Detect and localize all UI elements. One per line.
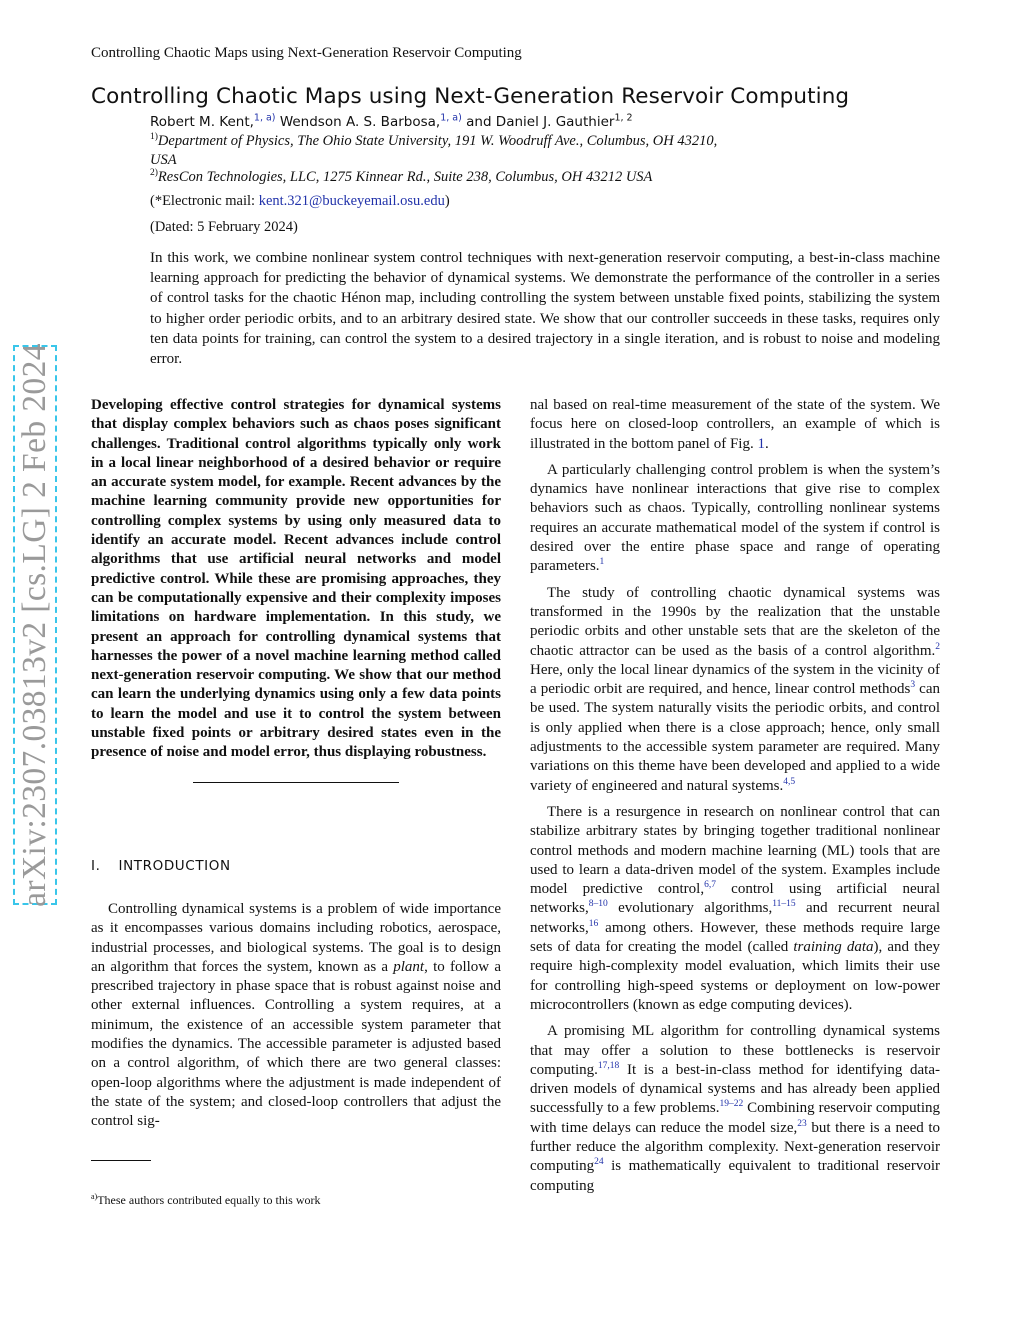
intro-paragraph-1 — [91, 900, 501, 1132]
affiliation-2-mark: 2) — [150, 168, 158, 179]
affiliation-1-line1: Department of Physics, The Ohio State University, 191 W. Woodruff Ave., Columbus, OH 43210, — [157, 133, 718, 149]
citation-2[interactable]: 2 — [935, 641, 940, 652]
training-data-term: training data — [793, 939, 874, 956]
right-p4-text-d: but there is a need to further reduce the algorithm complexity. Next-generation reservoir computing — [530, 1119, 940, 1175]
right-p0-text-b: . — [764, 435, 769, 452]
author-kent-affil[interactable]: 1, a) — [253, 112, 276, 124]
footnote-rule — [91, 1160, 151, 1161]
email-prefix: (*Electronic mail: — [150, 193, 259, 209]
lead-paragraph: Developing effective control strategies for dynamical systems that display complex behaviors such as chaos poses significant challenges. Traditional control algorithms typically only work in a local linear neighborhood of a desired behavior or require an accurate system model, for example. Recent advances by the machine learning community provide new opportunities for controlling complex systems by using only measured data to identify an accurate model. Recent advances include control algorithms that use artificial neural networks and model predictive control. While these are promising approaches, they can be computationally expensive and their complexity imposes limitations on hardware implementation. In this study, we present an approach for controlling dynamical systems that harnesses the power of a novel machine learning method called next-generation reservoir computing. We show that our method can learn the underlying dynamics using only a few data points to learn the model and use it to control the system between unstable fixed points or arbitrary desired states even in the presence of noise and model error, thus displaying robustness. — [91, 397, 501, 761]
right-p4-text-a: A promising ML algorithm for controlling dynamical systems that may offer a solution to these bottlenecks is reservoir computing. — [530, 1023, 940, 1078]
intro-p1-text-a: Controlling dynamical systems is a problem of wide importance as it encompasses various domains including robotics, aerospace, industrial processes, and biological systems. The goal is to design an algorithm that forces the system, known as a — [91, 901, 501, 975]
abstract: In this work, we combine nonlinear system control techniques with next-generation reservoir computing, a best-in-class machine learning approach for predicting the behavior of dynamical systems. We demonstrate the performance of the controller in a series of control tasks for the chaotic Hénon map, including controlling the system between unstable fixed points, stabilizing the system to higher order periodic orbits, and to an arbitrary desired state. We show that our controller succeeds in these tasks, requires only ten data points for training, can control the system to a desired trajectory in a single iteration, and is robust to noise and modeling error. — [150, 250, 940, 368]
citation-24[interactable]: 24 — [594, 1157, 604, 1168]
author-kent: Robert M. Kent, — [150, 114, 254, 130]
right-paragraph-3 — [530, 803, 940, 1015]
right-p2-text-c: can be used. The system naturally visits the periodic orbits, and control is only applied when there is a close approach; hence, only small adjustments to the accessible system parameter are required. Many variations on this theme have been developed and applied to a wide variety of engineered and natural systems. — [530, 681, 940, 794]
right-p2-text-a: The study of controlling chaotic dynamical systems was transformed in the 1990s by the realization that the unstable periodic orbits and other unstable sets that are the skeleton of the chaotic attractor can be used as the basis of a control algorithm. — [530, 584, 940, 659]
email-suffix: ) — [444, 193, 450, 209]
right-paragraph-0 — [530, 396, 940, 454]
citation-4-5[interactable]: 4,5 — [783, 776, 796, 787]
author-gauthier-affil: 1, 2 — [614, 112, 633, 124]
footnote-mark: a) — [91, 1192, 98, 1201]
intro-p1-text-b: , to follow a prescribed trajectory in phase space that is robust against noise and other external influences. Controlling a system requires, at a minimum, the existence of an accessible system parameter that modifies the dynamics. The accessible parameter is adjusted based on a control algorithm, of which there are two general classes: open-loop algorithms where the adjustment is made independent of the state of the system; and closed-loop controllers that adjust the control sig- — [91, 958, 501, 1130]
right-paragraph-4 — [530, 1022, 940, 1196]
figure-1-link[interactable]: 1 — [757, 435, 765, 452]
author-barbosa-affil[interactable]: 1, a) — [440, 112, 462, 124]
citation-19-22[interactable]: 19–22 — [719, 1099, 744, 1110]
running-head: Controlling Chaotic Maps using Next-Generation Reservoir Computing — [91, 45, 522, 61]
intro-left-column — [91, 900, 501, 1132]
affiliation-1 — [150, 132, 717, 170]
arxiv-stamp-text: arXiv:2307.03813v2 [cs.LG] 2 Feb 2024 — [16, 343, 53, 907]
citation-17-18[interactable]: 17,18 — [597, 1060, 620, 1071]
right-p0-text-a: nal based on real-time measurement of the state of the system. We focus here on closed-loop controllers, an example of which is illustrated in the bottom panel of Fig. — [530, 397, 940, 452]
dated-line: (Dated: 5 February 2024) — [150, 219, 298, 235]
affiliation-1-line2: USA — [150, 152, 177, 168]
email-line — [150, 193, 450, 210]
right-p3-text-a: There is a resurgence in research on nonlinear control that can stabilize arbitrary states by bringing together traditional nonlinear control methods and modern machine learning (ML) tools that are used to learn a data-driven model of the system. Examples include model predictive control, — [530, 803, 940, 898]
right-p3-text-d: and recurrent neural networks, — [530, 900, 940, 936]
right-p4-text-c: Combining reservoir computing with time delays can reduce the model size, — [530, 1100, 940, 1136]
affiliation-1-mark: 1) — [150, 132, 158, 143]
arxiv-stamp[interactable] — [10, 345, 60, 905]
citation-8-10[interactable]: 8–10 — [588, 899, 608, 910]
right-p3-text-c: evolutionary algorithms, — [607, 900, 773, 917]
email-link[interactable]: kent.321@buckeyemail.osu.edu — [258, 193, 445, 209]
right-p1-text: A particularly challenging control problem is when the system’s dynamics have nonlinear interactions that give rise to complex behaviors such as chaos. Typically, controlling nonlinear systems requires an accurate mathematical model of the system if control is desired over the entire phase space and range of operating parameters. — [530, 461, 940, 575]
citation-16[interactable]: 16 — [588, 918, 599, 929]
plant-term: plant — [393, 958, 425, 975]
right-paragraph-1 — [530, 461, 940, 577]
section-heading — [91, 858, 231, 874]
paper-title: Controlling Chaotic Maps using Next-Generation Reservoir Computing — [91, 84, 850, 109]
right-p3-text-e: among others. However, these methods require large sets of data for creating the model (called — [530, 919, 940, 956]
footnote — [91, 1193, 321, 1208]
author-barbosa: Wendson A. S. Barbosa, — [275, 114, 441, 130]
section-number: I. — [91, 858, 101, 874]
right-paragraph-2 — [530, 584, 940, 796]
footnote-text: These authors contributed equally to this work — [97, 1193, 321, 1207]
citation-3[interactable]: 3 — [910, 680, 916, 691]
lead-paragraph-block — [91, 396, 501, 763]
section-title: INTRODUCTION — [118, 858, 231, 874]
citation-1[interactable]: 1 — [599, 557, 605, 568]
separator-rule — [193, 782, 399, 783]
right-column — [530, 396, 940, 1196]
right-p4-text-b: It is a best-in-class method for identifying data-driven models of dynamical systems and has already been applied successfully to a few problems. — [530, 1061, 940, 1117]
author-list — [150, 114, 633, 130]
affiliation-2-text: ResCon Technologies, LLC, 1275 Kinnear Rd., Suite 238, Columbus, OH 43212 USA — [157, 169, 653, 185]
citation-11-15[interactable]: 11–15 — [772, 899, 796, 910]
citation-23[interactable]: 23 — [797, 1118, 807, 1129]
right-p3-text-f: ), and they require high-complexity model evaluation, which limits their use for controlling high-speed systems or deployment on low-power microcontrollers (known as edge computing devices). — [530, 939, 940, 1013]
citation-6-7[interactable]: 6,7 — [704, 880, 716, 891]
right-p4-text-e: is mathematically equivalent to traditional reservoir computing — [530, 1158, 940, 1194]
author-gauthier: and Daniel J. Gauthier — [461, 114, 615, 130]
affiliation-2 — [150, 168, 652, 187]
right-p2-text-b: Here, only the local linear dynamics of the system in the vicinity of a periodic orbit are required, and hence, linear control methods — [530, 661, 940, 698]
right-p3-text-b: control using artificial neural networks, — [530, 881, 941, 917]
